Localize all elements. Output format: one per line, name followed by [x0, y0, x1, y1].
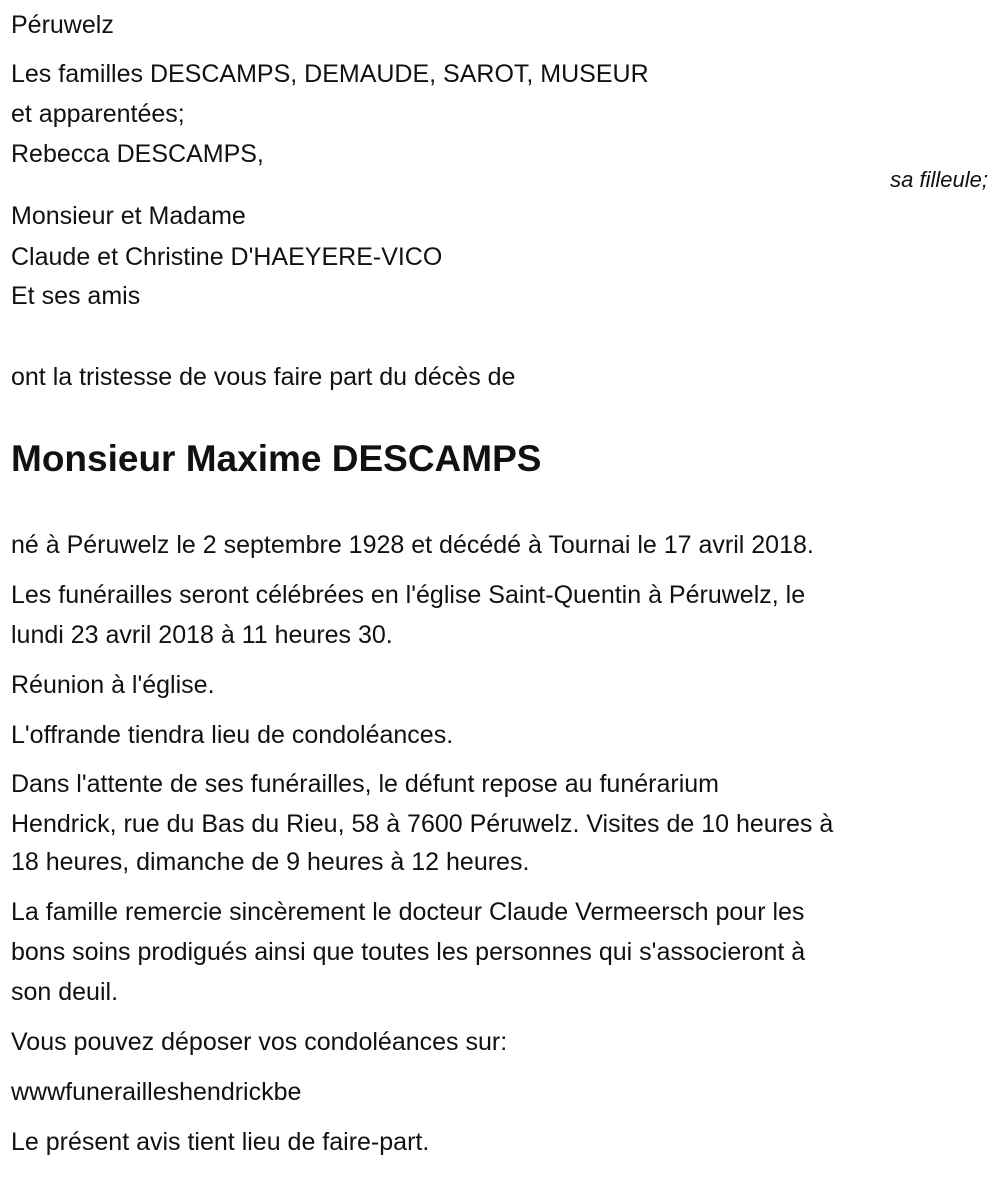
families-line: Rebecca DESCAMPS, — [11, 140, 264, 168]
thanks-line: son deuil. — [11, 978, 119, 1006]
website: wwwfunerailleshendrickbe — [11, 1078, 302, 1106]
thanks-line: La famille remercie sincèrement le docteur Claude Vermeersch pour les — [11, 898, 805, 926]
place: Péruwelz — [11, 11, 114, 39]
rest-line: 18 heures, dimanche de 9 heures à 12 heures. — [11, 848, 530, 876]
condolences-prompt: Vous pouvez déposer vos condoléances sur: — [11, 1028, 508, 1056]
families-line: Et ses amis — [11, 282, 141, 310]
families-line: et apparentées; — [11, 100, 185, 128]
relation: sa filleule; — [890, 167, 988, 192]
meeting: Réunion à l'église. — [11, 671, 215, 699]
rest-line: Hendrick, rue du Bas du Rieu, 58 à 7600 Péruwelz. Visites de 10 heures à — [11, 810, 834, 838]
rest-line: Dans l'attente de ses funérailles, le défunt repose au funérarium — [11, 770, 719, 798]
thanks-line: bons soins prodigués ainsi que toutes les personnes qui s'associeront à — [11, 938, 806, 966]
intro: ont la tristesse de vous faire part du décès de — [11, 363, 516, 391]
deceased-name: Monsieur Maxime DESCAMPS — [11, 438, 542, 479]
offering: L'offrande tiendra lieu de condoléances. — [11, 721, 454, 749]
families-line: Claude et Christine D'HAEYERE-VICO — [11, 243, 443, 271]
funeral-line: Les funérailles seront célébrées en l'église Saint-Quentin à Péruwelz, le — [11, 581, 806, 609]
families-line: Monsieur et Madame — [11, 202, 246, 230]
birth-death: né à Péruwelz le 2 septembre 1928 et décédé à Tournai le 17 avril 2018. — [11, 531, 814, 559]
families-line: Les familles DESCAMPS, DEMAUDE, SAROT, MUSEUR — [11, 60, 649, 88]
funeral-line: lundi 23 avril 2018 à 11 heures 30. — [11, 621, 393, 649]
closing: Le présent avis tient lieu de faire-part. — [11, 1128, 430, 1156]
